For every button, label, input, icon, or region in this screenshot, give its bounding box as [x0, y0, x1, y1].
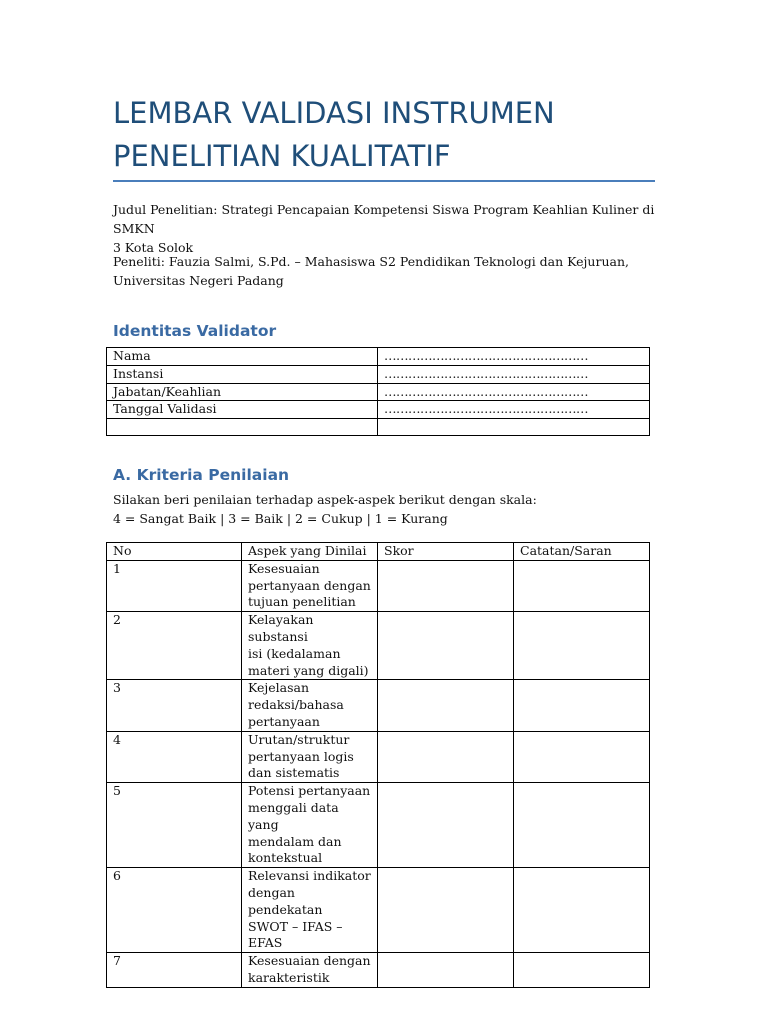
table-row [107, 365, 650, 383]
row-number: 5 [107, 783, 242, 868]
judul-penelitian [113, 200, 663, 257]
catatan-cell[interactable] [514, 560, 650, 611]
skor-cell[interactable] [378, 953, 514, 988]
row-number: 1 [107, 560, 242, 611]
aspek-line: dengan pendekatan [248, 884, 323, 917]
paragraph-line: Peneliti: Fauzia Salmi, S.Pd. – Mahasiswa S2 Pendidikan Teknologi dan Kejuruan, [113, 254, 629, 269]
row-number: 7 [107, 953, 242, 988]
aspek-line: Kesesuaian dengan [248, 953, 371, 969]
identitas-label: Nama [107, 348, 378, 366]
aspek-line: kontekstual [248, 850, 323, 866]
paragraph-line: Silakan beri penilaian terhadap aspek-aspek berikut dengan skala: [113, 492, 537, 507]
aspek-line: Kejelasan [248, 680, 310, 696]
table-header-row [107, 543, 650, 561]
aspek-cell [242, 868, 378, 953]
aspek-line: materi yang digali) [248, 662, 369, 678]
catatan-cell[interactable] [514, 868, 650, 953]
aspek-cell [242, 953, 378, 988]
table-row [107, 419, 650, 436]
aspek-line: redaksi/bahasa [248, 697, 344, 713]
aspek-line: pertanyaan logis [248, 748, 354, 764]
skor-cell[interactable] [378, 783, 514, 868]
kriteria-heading: A. Kriteria Penilaian [113, 466, 290, 484]
identitas-table [106, 347, 650, 436]
skor-cell[interactable] [378, 612, 514, 680]
table-row [107, 731, 650, 782]
aspek-cell [242, 783, 378, 868]
table-row [107, 348, 650, 366]
aspek-cell [242, 612, 378, 680]
skor-cell[interactable] [378, 868, 514, 953]
catatan-cell[interactable] [514, 953, 650, 988]
title-underline [113, 180, 655, 182]
aspek-line: Kesesuaian [248, 560, 320, 576]
paragraph-line: Universitas Negeri Padang [113, 273, 284, 288]
peneliti-info [113, 252, 663, 290]
document-title [113, 92, 673, 178]
table-row [107, 401, 650, 419]
catatan-cell[interactable] [514, 731, 650, 782]
identitas-heading: Identitas Validator [113, 322, 277, 340]
aspek-line: Relevansi indikator [248, 868, 371, 884]
identitas-label: Tanggal Validasi [107, 401, 378, 419]
identitas-label [107, 419, 378, 436]
aspek-cell [242, 680, 378, 731]
skor-cell[interactable] [378, 680, 514, 731]
catatan-cell[interactable] [514, 612, 650, 680]
identitas-value: …………………………………………… [378, 365, 650, 383]
table-row [107, 953, 650, 988]
table-row [107, 868, 650, 953]
column-header-no: No [107, 543, 242, 561]
paragraph-line: 3 Kota Solok [113, 240, 194, 255]
aspek-line: tujuan penelitian [248, 594, 356, 610]
aspek-line: SWOT – IFAS – EFAS [248, 918, 343, 951]
catatan-cell[interactable] [514, 783, 650, 868]
identitas-label: Instansi [107, 365, 378, 383]
catatan-cell[interactable] [514, 680, 650, 731]
table-row [107, 680, 650, 731]
row-number: 6 [107, 868, 242, 953]
aspek-cell [242, 731, 378, 782]
table-row [107, 612, 650, 680]
table-row [107, 560, 650, 611]
identitas-value: …………………………………………… [378, 348, 650, 366]
identitas-label: Jabatan/Keahlian [107, 383, 378, 401]
paragraph-line: 4 = Sangat Baik | 3 = Baik | 2 = Cukup | 1 = Kurang [113, 511, 448, 526]
aspek-cell [242, 560, 378, 611]
skor-cell[interactable] [378, 731, 514, 782]
identitas-value [378, 419, 650, 436]
identitas-value: …………………………………………… [378, 401, 650, 419]
table-row [107, 783, 650, 868]
column-header-aspek: Aspek yang Dinilai [242, 543, 378, 561]
aspek-line: Urutan/struktur [248, 731, 350, 747]
column-header-catatan: Catatan/Saran [514, 543, 650, 561]
skor-cell[interactable] [378, 560, 514, 611]
aspek-line: Potensi pertanyaan [248, 783, 371, 799]
table-row [107, 383, 650, 401]
kriteria-instruction [113, 490, 663, 528]
aspek-line: pertanyaan [248, 713, 320, 729]
row-number: 3 [107, 680, 242, 731]
title-line: PENELITIAN KUALITATIF [113, 139, 451, 173]
aspek-line: dan sistematis [248, 765, 340, 781]
title-line: LEMBAR VALIDASI INSTRUMEN [113, 96, 555, 130]
column-header-skor: Skor [378, 543, 514, 561]
aspek-line: Kelayakan substansi [248, 612, 314, 644]
aspek-line: karakteristik [248, 969, 330, 985]
identitas-value: …………………………………………… [378, 383, 650, 401]
paragraph-line: Judul Penelitian: Strategi Pencapaian Kompetensi Siswa Program Keahlian Kuliner di SMKN [113, 202, 655, 236]
aspek-line: mendalam dan [248, 833, 342, 849]
kriteria-table [106, 542, 650, 988]
aspek-line: isi (kedalaman [248, 645, 341, 661]
row-number: 2 [107, 612, 242, 680]
aspek-line: menggali data yang [248, 799, 339, 832]
row-number: 4 [107, 731, 242, 782]
aspek-line: pertanyaan dengan [248, 577, 371, 593]
